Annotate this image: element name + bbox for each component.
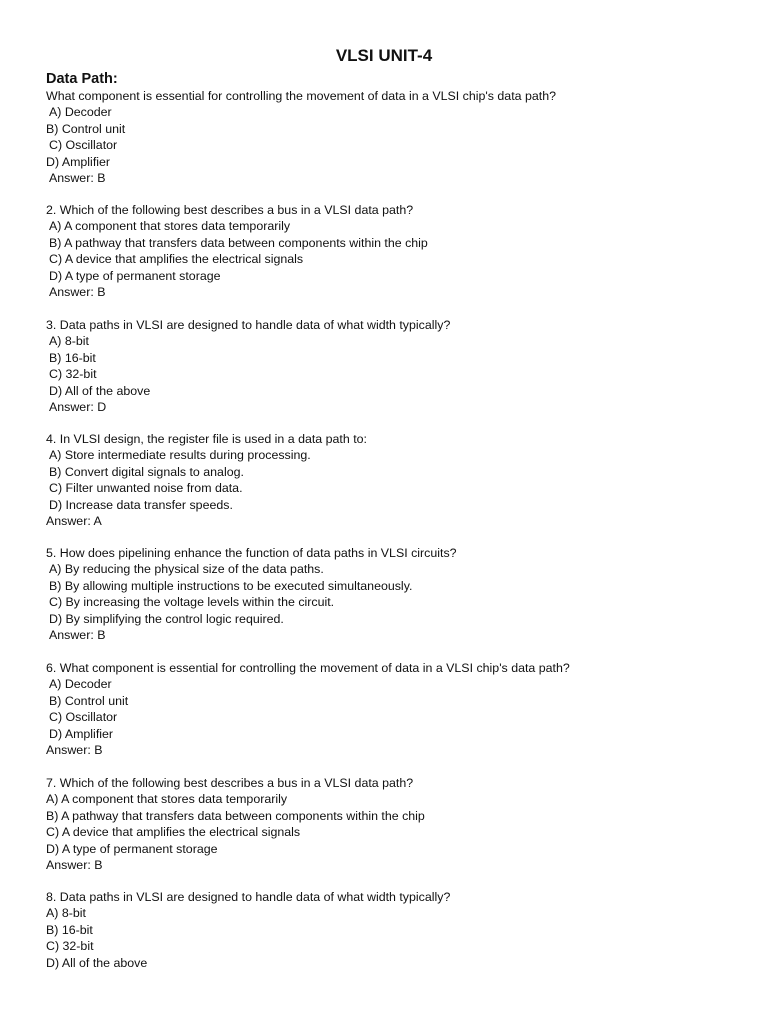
option-a: A) 8-bit [49, 334, 89, 349]
question-text: 7. Which of the following best describes a bus in a VLSI data path? [46, 776, 414, 790]
section-heading: Data Path: [46, 71, 118, 87]
option-a: A) A component that stores data temporarily [49, 219, 291, 234]
question-text: 3. Data paths in VLSI are designed to handle data of what width typically? [46, 318, 451, 332]
page-title: VLSI UNIT-4 [335, 46, 433, 65]
option-c: C) Oscillator [49, 138, 118, 153]
option-a: A) Store intermediate results during processing. [49, 448, 311, 463]
answer-text: Answer: B [46, 857, 103, 872]
option-a: A) Decoder [49, 105, 112, 120]
option-d: D) All of the above [46, 955, 148, 970]
option-b: B) Convert digital signals to analog. [49, 464, 244, 479]
option-d: D) All of the above [49, 383, 151, 398]
option-c: C) Oscillator [49, 710, 118, 725]
question-block-5 [46, 545, 746, 643]
option-c: C) 32-bit [49, 367, 97, 382]
answer-text: Answer: B [49, 627, 106, 642]
question-block-4 [46, 431, 746, 529]
option-b: B) 16-bit [49, 350, 96, 365]
question-block-6 [46, 660, 746, 758]
question-text: 5. How does pipelining enhance the function of data paths in VLSI circuits? [46, 546, 457, 560]
question-block-7 [46, 775, 746, 873]
option-d: D) A type of permanent storage [49, 268, 221, 283]
option-d: D) Increase data transfer speeds. [49, 497, 233, 512]
option-a: A) Decoder [49, 677, 112, 692]
option-a: A) 8-bit [46, 906, 86, 921]
answer-text: Answer: B [49, 284, 106, 299]
option-b: B) Control unit [49, 693, 129, 708]
question-text: 4. In VLSI design, the register file is used in a data path to: [46, 432, 367, 446]
option-b: B) 16-bit [46, 922, 93, 937]
option-d: D) Amplifier [49, 726, 114, 741]
option-b: B) By allowing multiple instructions to be executed simultaneously. [49, 578, 413, 593]
option-c: C) Filter unwanted noise from data. [49, 481, 243, 496]
question-block-1 [46, 88, 746, 186]
option-d: D) By simplifying the control logic required. [49, 611, 284, 626]
question-text: 6. What component is essential for controlling the movement of data in a VLSI chip's data path? [46, 661, 570, 675]
option-a: A) By reducing the physical size of the data paths. [49, 562, 324, 577]
question-text: 8. Data paths in VLSI are designed to handle data of what width typically? [46, 890, 451, 904]
question-block-8 [46, 889, 746, 971]
answer-text: Answer: B [46, 742, 103, 757]
option-c: C) 32-bit [46, 939, 94, 954]
option-c: C) By increasing the voltage levels within the circuit. [49, 595, 335, 610]
answer-text: Answer: D [49, 399, 107, 414]
option-d: D) A type of permanent storage [46, 841, 218, 856]
question-text: What component is essential for controlling the movement of data in a VLSI chip's data path? [46, 89, 556, 103]
option-c: C) A device that amplifies the electrical signals [49, 252, 304, 267]
answer-text: Answer: B [49, 170, 106, 185]
option-c: C) A device that amplifies the electrical signals [46, 825, 301, 840]
option-b: B) A pathway that transfers data between components within the chip [49, 235, 428, 250]
option-a: A) A component that stores data temporarily [46, 792, 288, 807]
question-block-2 [46, 202, 746, 300]
question-block-3 [46, 317, 746, 415]
option-d: D) Amplifier [46, 154, 111, 169]
option-b: B) A pathway that transfers data between components within the chip [46, 808, 425, 823]
option-b: B) Control unit [46, 121, 126, 136]
answer-text: Answer: A [46, 513, 102, 528]
question-text: 2. Which of the following best describes a bus in a VLSI data path? [46, 203, 414, 217]
